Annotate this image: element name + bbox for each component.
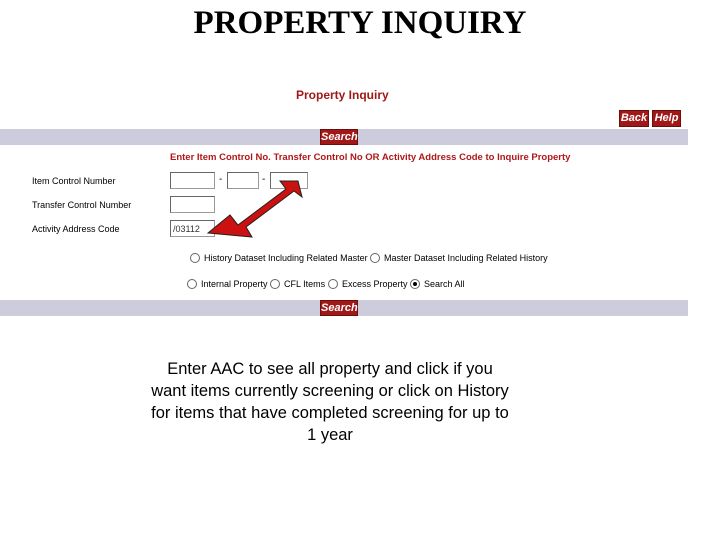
dash-1: - [219,174,223,185]
radio-circle [190,253,200,263]
radio-history-label: History Dataset Including Related Master [204,253,368,263]
arrow-icon [200,175,310,250]
search-button-top[interactable]: Search [321,131,358,143]
inquiry-instruction: Enter Item Control No. Transfer Control No OR Activity Address Code to Inquire Property [170,152,571,163]
page-heading: Property Inquiry [296,88,389,102]
radio-circle [187,279,197,289]
radio-excess-property[interactable] [328,279,408,289]
search-button-bottom[interactable]: Search [321,302,358,314]
radio-cfl-items[interactable] [270,279,325,289]
radio-master-dataset[interactable] [370,253,548,263]
radio-search-all[interactable] [410,279,465,289]
radio-search-all-label: Search All [424,279,465,289]
help-button[interactable]: Help [652,110,681,127]
radio-excess-label: Excess Property [342,279,408,289]
item-control-label: Item Control Number [32,176,116,186]
instruction-caption: Enter AAC to see all property and click if you want items currently screening or click on History for items that have completed screening for up to 1 year [151,360,509,444]
radio-circle-selected [410,279,420,289]
back-button[interactable]: Back [619,110,649,127]
radio-internal-label: Internal Property [201,279,268,289]
radio-history-dataset[interactable] [190,253,368,263]
radio-internal-property[interactable] [187,279,268,289]
radio-cfl-label: CFL Items [284,279,326,289]
slide-title: PROPERTY INQUIRY [193,5,527,41]
dash-2: - [262,174,266,185]
radio-master-label: Master Dataset Including Related History [384,253,548,263]
radio-circle [270,279,280,289]
radio-circle [328,279,338,289]
radio-circle [370,253,380,263]
aac-label: Activity Address Code [32,224,120,234]
transfer-control-label: Transfer Control Number [32,200,132,210]
